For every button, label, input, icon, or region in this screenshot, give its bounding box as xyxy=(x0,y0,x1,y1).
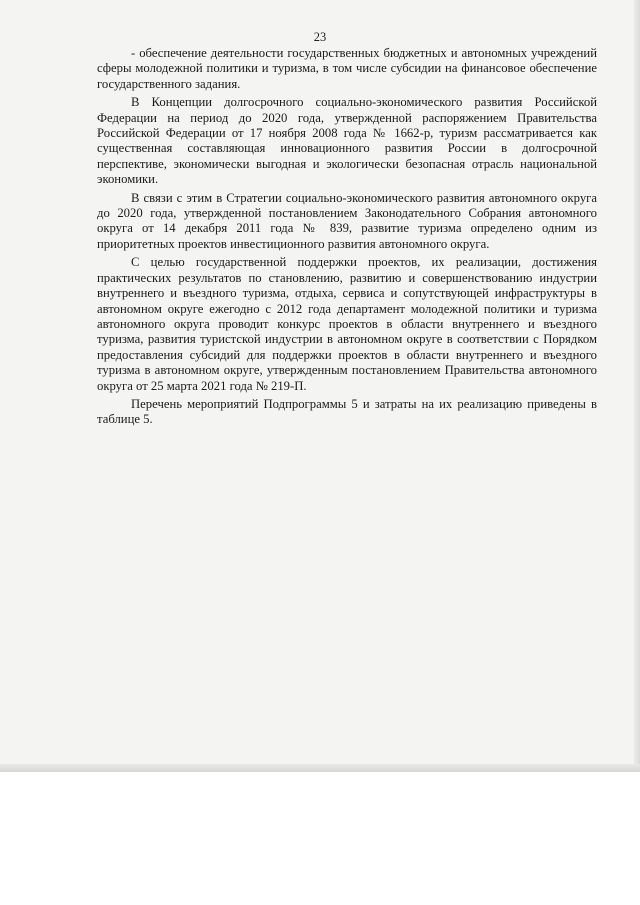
scan-edge-bottom xyxy=(0,764,640,772)
page-number: 23 xyxy=(313,30,327,44)
paragraph-4: С целью государственной поддержки проектов, их реализации, достижения практических результатов по становлению, развитию и совершенствованию индустрии внутреннего и въездного туризма, отдыха, сервиса и сопутствующей инфраструктуры в автономном округе ежегодно с 2012 года департамент молодежной политики и туризма автономного округа проводит конкурс проектов в области внутреннего и въездного туризма, развития туристской индустрии в автономном округе в соответствии с Порядком предоставления субсидий для поддержки проектов в области внутреннего и въездного туризма в автономном округе, утвержденным постановлением Правительства автономного округа от 25 марта 2021 года № 219-П. xyxy=(97,255,597,393)
paragraph-5: Перечень мероприятий Подпрограммы 5 и затраты на их реализацию приведены в таблице 5. xyxy=(97,396,597,427)
document-body xyxy=(97,46,597,431)
scan-edge-right xyxy=(634,0,640,772)
paragraph-3: В связи с этим в Стратегии социально-экономического развития автономного округа до 2020 года, утвержденной постановлением Законодательного Собрания автономного округа от 14 декабря 2011 года № 839, развитие туризма определено одним из приоритетных проектов инвестиционного развития автономного округа. xyxy=(97,190,597,251)
paragraph-1: - обеспечение деятельности государственных бюджетных и автономных учреждений сферы молодежной политики и туризма, в том числе субсидии на финансовое обеспечение государственного задания. xyxy=(97,46,597,91)
paragraph-2: В Концепции долгосрочного социально-экономического развития Российской Федерации на период до 2020 года, утвержденной распоряжением Правительства Российской Федерации от 17 ноября 2008 года № 1662-р, туризм рассматривается как существенная составляющая инновационного развития России в долгосрочной перспективе, экономически выгодная и экологически безопасная отрасль национальной экономики. xyxy=(97,95,597,187)
